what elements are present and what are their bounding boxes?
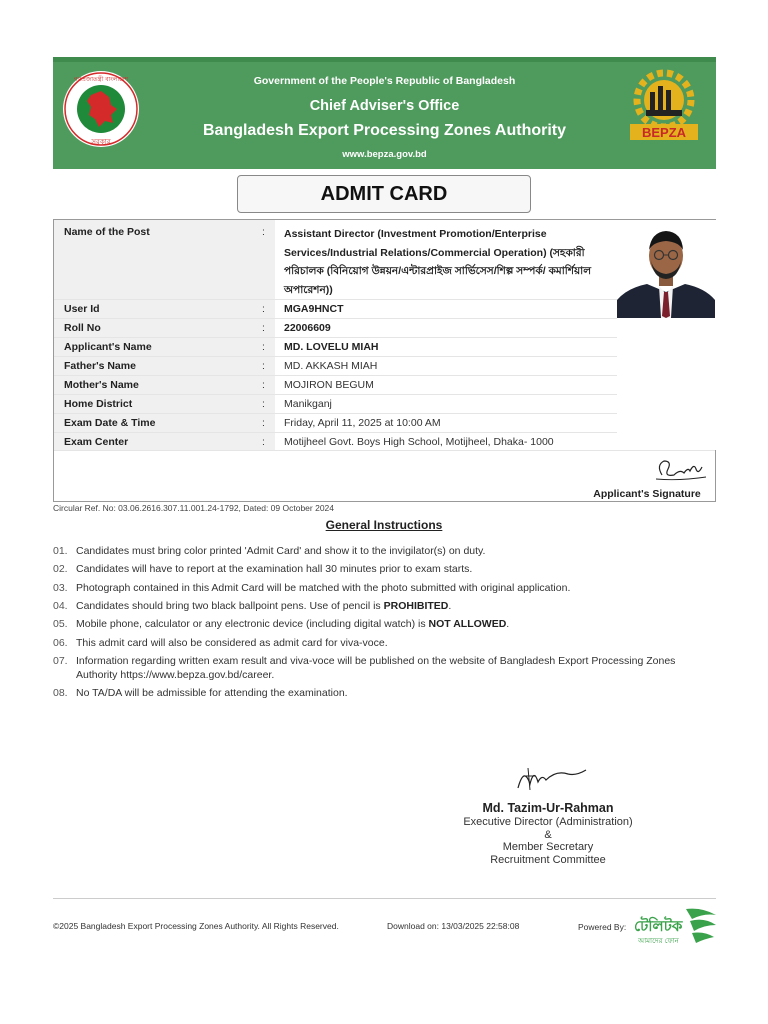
authority-signature-image — [510, 760, 600, 796]
instruction-text — [76, 618, 718, 632]
footer-divider — [53, 898, 716, 899]
mother-name-label: Mother's Name — [64, 379, 139, 391]
instruction-emphasis: PROHIBITED — [383, 600, 449, 612]
copyright-text: ©2025 Bangladesh Export Processing Zones Authority. All Rights Reserved. — [53, 921, 339, 931]
instruction-text: This admit card will also be considered as admit card for viva-voce. — [76, 637, 388, 649]
instruction-number: 02. — [53, 563, 68, 575]
colon: : — [262, 436, 265, 448]
home-district-value: Manikganj — [284, 398, 332, 410]
instruction-text-part: Mobile phone, calculator or any electronic device (including digital watch) is — [76, 618, 429, 630]
bepza-logo-text: BEPZA — [641, 125, 687, 140]
user-id-label: User Id — [64, 303, 100, 315]
instruction-number: 05. — [53, 618, 68, 630]
applicant-name-label: Applicant's Name — [64, 341, 152, 353]
post-value-text: Assistant Director (Investment Promotion/Enterprise Services/Industrial Relations/Commercial Operation) (সহকারী পরিচালক (বিনিয়োগ উন্নয়ন/এন্টারপ্রাইজ সার্ভিসেস/শিল্প সম্পর্ক/ কমার্শিয়াল অপারেশন)) — [284, 228, 592, 296]
colon: : — [262, 398, 265, 410]
home-district-label: Home District — [64, 398, 133, 410]
seal-text-top: গণপ্রজাতন্ত্রী বাংলাদেশ — [73, 76, 129, 83]
bepza-logo-icon — [620, 68, 708, 144]
teletalk-name: টেলিটক — [634, 917, 683, 935]
row-divider — [54, 356, 617, 357]
row-divider — [54, 432, 617, 433]
colon: : — [262, 322, 265, 334]
seal-text-bottom: সরকার — [91, 138, 111, 146]
applicant-name-value: MD. LOVELU MIAH — [284, 341, 379, 353]
authority-ampersand: & — [544, 829, 552, 841]
instruction-text — [76, 600, 718, 614]
applicant-info-table — [53, 219, 716, 502]
colon: : — [262, 417, 265, 429]
admit-card-title: ADMIT CARD — [237, 175, 531, 213]
circular-reference: Circular Ref. No: 03.06.2616.307.11.001.24-1792, Dated: 09 October 2024 — [53, 503, 335, 513]
post-label: Name of the Post — [64, 226, 150, 238]
applicant-signature-image — [584, 455, 714, 485]
roll-label: Roll No — [64, 322, 101, 334]
instruction-text-part: Candidates should bring two black ballpoint pens. Use of pencil is — [76, 600, 384, 612]
roll-value: 22006609 — [284, 322, 331, 334]
teletalk-logo-icon — [632, 905, 720, 947]
father-name-label: Father's Name — [64, 360, 136, 372]
instruction-text-end: . — [448, 600, 452, 612]
instructions-title: General Instructions — [325, 518, 443, 532]
header-banner — [53, 57, 716, 169]
instruction-number: 01. — [53, 545, 68, 557]
download-timestamp: Download on: 13/03/2025 22:58:08 — [387, 921, 520, 931]
row-divider — [54, 299, 617, 300]
colon: : — [262, 303, 265, 315]
colon: : — [262, 226, 265, 238]
instruction-number: 08. — [53, 687, 68, 699]
instruction-number: 03. — [53, 582, 68, 594]
instruction-number: 06. — [53, 637, 68, 649]
instruction-text: Candidates must bring color printed 'Admit Card' and show it to the invigilator(s) on duty. — [76, 545, 486, 557]
colon: : — [262, 379, 265, 391]
row-divider — [54, 375, 617, 376]
row-divider — [54, 413, 617, 414]
user-id-value: MGA9HNCT — [284, 303, 344, 315]
website-text: www.bepza.gov.bd — [342, 149, 427, 160]
label-column — [54, 220, 275, 450]
powered-by-label: Powered By: — [578, 922, 627, 932]
exam-center-value: Motijheel Govt. Boys High School, Motijheel, Dhaka- 1000 — [284, 436, 554, 448]
authority-title: Bangladesh Export Processing Zones Authority — [202, 122, 567, 139]
instruction-number: 04. — [53, 600, 68, 612]
government-title: Government of the People's Republic of Bangladesh — [253, 75, 516, 87]
teletalk-tagline: আমাদের ফোন — [638, 937, 679, 945]
instruction-text: No TA/DA will be admissible for attending the examination. — [76, 687, 348, 699]
exam-time-value: Friday, April 11, 2025 at 10:00 AM — [284, 417, 441, 429]
mother-name-value: MOJIRON BEGUM — [284, 379, 374, 391]
row-divider — [54, 394, 617, 395]
instruction-text: Information regarding written exam result and viva-voce will be published on the website of Bangladesh Export Processing Zones Authority https://www.bepza.gov.bd/career. — [76, 655, 676, 681]
instruction-number: 07. — [53, 655, 68, 667]
authority-role: Member Secretary — [502, 841, 594, 853]
row-divider — [54, 318, 617, 319]
authority-committee: Recruitment Committee — [490, 854, 606, 866]
authority-designation: Executive Director (Administration) — [463, 816, 633, 828]
instruction-text: Candidates will have to report at the examination hall 30 minutes prior to exam starts. — [76, 563, 473, 575]
colon: : — [262, 360, 265, 372]
row-divider — [54, 337, 617, 338]
colon: : — [262, 341, 265, 353]
instruction-text-end: . — [506, 618, 510, 630]
applicant-signature-label: Applicant's Signature — [593, 488, 701, 500]
instruction-emphasis: NOT ALLOWED — [428, 618, 507, 630]
exam-time-label: Exam Date & Time — [64, 417, 156, 429]
father-name-value: MD. AKKASH MIAH — [284, 360, 378, 372]
exam-center-label: Exam Center — [64, 436, 129, 448]
instruction-text: Photograph contained in this Admit Card will be matched with the photo submitted with original application. — [76, 582, 571, 594]
office-title: Chief Adviser's Office — [309, 98, 460, 114]
authority-name: Md. Tazim-Ur-Rahman — [482, 801, 614, 815]
applicant-photo — [617, 220, 715, 318]
post-value — [284, 225, 614, 299]
